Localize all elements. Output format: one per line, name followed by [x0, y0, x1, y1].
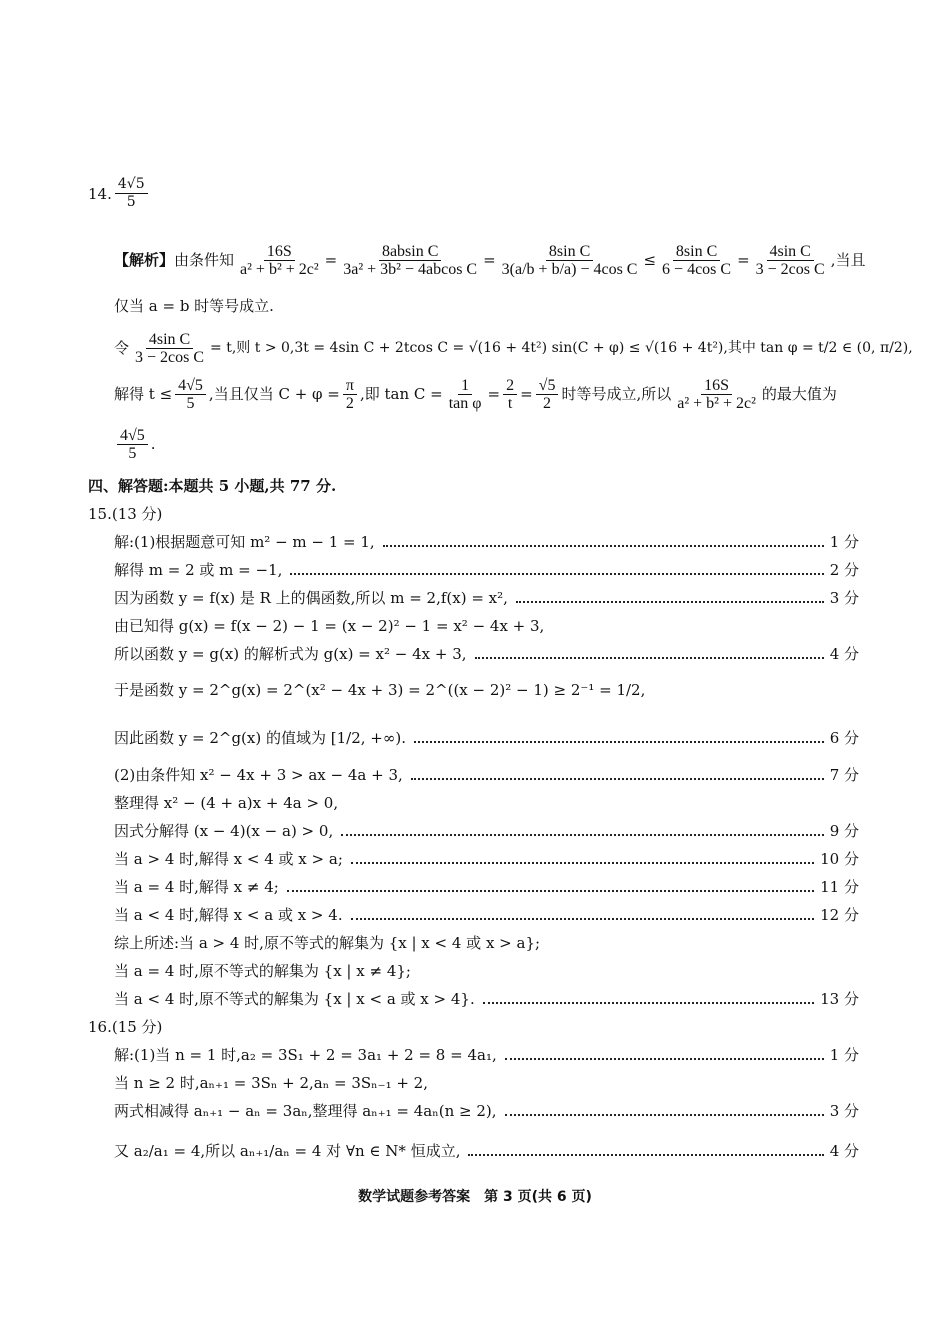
line-text: 当 a > 4 时,解得 x < 4 或 x > a;	[114, 850, 343, 868]
fraction: $\frac{\text{8sin C}}{\text{6 − 4cos C}}$	[662, 242, 732, 278]
score-label: 10 分	[820, 850, 859, 868]
q14-analysis-line5: $\frac{4√5}{5}$ .	[114, 424, 859, 464]
score-label: 2 分	[829, 561, 859, 579]
fraction: $\frac{1}{\text{tan φ}}$	[448, 376, 482, 412]
score-label: 13 分	[820, 990, 859, 1008]
fraction: $\frac{4√5}{5}$	[117, 427, 148, 462]
line-text: 所以函数 y = g(x) 的解析式为 g(x) = x² − 4x + 3,	[114, 645, 467, 663]
dot-leader	[414, 741, 824, 743]
q15-line	[114, 901, 859, 929]
dot-leader	[505, 1114, 824, 1116]
fraction: $\frac{√5}{2}$	[536, 377, 559, 412]
q15-line	[114, 556, 859, 584]
q14-analysis-line4: 解得 t ≤ $\frac{4√5}{5}$ ,当且仅当 C + φ = $\frac{\pi}{2}$ ,即 tan C = $\frac{1}{\text{tan φ}}$ = $\frac{2}{t}$ = $\frac{√5}{2}$ 时等号成立,所以 $\frac{16S}{\text{a² + b² + 2c²}}$ 的最大值为	[114, 376, 837, 412]
q15-header: 15.(13 分)	[88, 505, 163, 523]
score-label: 6 分	[829, 729, 859, 747]
line-text: 当 a = 4 时,原不等式的解集为 {x | x ≠ 4};	[114, 962, 411, 980]
q14-number: 14.	[88, 184, 112, 203]
line-text: 解得 m = 2 或 m = −1,	[114, 561, 283, 579]
line-text: 因此函数 y = 2^g(x) 的值域为 [1/2, +∞).	[114, 729, 406, 747]
score-label: 7 分	[829, 766, 859, 784]
line-text: 当 a < 4 时,解得 x < a 或 x > 4.	[114, 906, 343, 924]
line-text: (2)由条件知 x² − 4x + 3 > ax − 4a + 3,	[114, 766, 403, 784]
q16-line	[114, 1097, 859, 1125]
q15-line	[114, 761, 859, 789]
line-text: 由已知得 g(x) = f(x − 2) − 1 = (x − 2)² − 1 = x² − 4x + 3,	[114, 617, 545, 635]
line-text: 综上所述:当 a > 4 时,原不等式的解集为 {x | x < 4 或 x > a};	[114, 934, 541, 952]
line-text: 当 a = 4 时,解得 x ≠ 4;	[114, 878, 279, 896]
dot-leader	[505, 1058, 824, 1060]
fraction: $\frac{\text{8absin C}}{\text{3a² + 3b² − 4abcos C}}$	[343, 242, 478, 278]
line-text: 因为函数 y = f(x) 是 R 上的偶函数,所以 m = 2,f(x) = x²,	[114, 589, 508, 607]
dot-leader	[475, 657, 824, 659]
q15-line	[114, 612, 859, 640]
q15-line	[114, 929, 859, 957]
fraction: $\frac{16S}{\text{a² + b² + 2c²}}$	[240, 242, 319, 278]
dot-leader	[287, 890, 814, 892]
q16-line	[114, 1041, 859, 1069]
q16-line	[114, 1069, 859, 1097]
q14-analysis-line2: 仅当 a = b 时等号成立.	[114, 297, 274, 315]
q15-line	[114, 528, 859, 556]
score-label: 4 分	[829, 1142, 859, 1160]
fraction: $\frac{16S}{\text{a² + b² + 2c²}}$	[677, 376, 756, 412]
q15-line	[114, 584, 859, 612]
fraction: $\frac{\text{8sin C}}{\text{3(a/b + b/a) − 4cos C}}$	[501, 242, 638, 278]
dot-leader	[290, 573, 823, 575]
dot-leader	[351, 862, 814, 864]
line-text: 又 a₂/a₁ = 4,所以 aₙ₊₁/aₙ = 4 对 ∀n ∈ N* 恒成立,	[114, 1142, 461, 1160]
score-label: 3 分	[829, 1102, 859, 1120]
q15-line	[114, 724, 859, 752]
dot-leader	[411, 778, 824, 780]
fraction: $\frac{4√5}{5}$	[175, 377, 206, 412]
q15-line	[114, 957, 859, 985]
dot-leader	[483, 1002, 814, 1004]
line-text: 两式相减得 aₙ₊₁ − aₙ = 3aₙ,整理得 aₙ₊₁ = 4aₙ(n ≥ 2),	[114, 1102, 497, 1120]
dot-leader	[516, 601, 824, 603]
score-label: 9 分	[829, 822, 859, 840]
q16-line	[114, 1137, 859, 1165]
score-label: 1 分	[829, 1046, 859, 1064]
q15-line	[114, 789, 859, 817]
q14-analysis-line3: 令 $\frac{\text{4sin C}}{\text{3 − 2cos C}}$ = t,则 t > 0,3t = 4sin C + 2tcos C = √(16 + 4t²) sin(C + φ) ≤ √(16 + 4t²),其中 tan φ = t/2 ∈ (0, π/2),	[114, 330, 913, 366]
dot-leader	[468, 1154, 823, 1156]
q15-line	[114, 985, 859, 1013]
dot-leader	[351, 918, 815, 920]
fraction: $\frac{\text{4sin C}}{\text{3 − 2cos C}}$	[755, 242, 825, 278]
q15-line	[114, 845, 859, 873]
dot-leader	[341, 834, 823, 836]
q14-answer-fraction: $\frac{4√5}{5}$	[115, 176, 148, 211]
score-label: 11 分	[820, 878, 859, 896]
q15-line	[114, 817, 859, 845]
line-text: 因式分解得 (x − 4)(x − a) > 0,	[114, 822, 334, 840]
fraction: $\frac{\pi}{2}$	[343, 377, 357, 412]
dot-leader	[383, 545, 824, 547]
section-heading: 四、解答题:本题共 5 小题,共 77 分.	[88, 477, 337, 495]
score-label: 4 分	[829, 645, 859, 663]
q15-line	[114, 640, 859, 668]
q15-line	[114, 873, 859, 901]
q14-analysis-line1: 【解析】 由条件知 $\frac{16S}{\text{a² + b² + 2c²}}$ = $\frac{\text{8absin C}}{\text{3a² + 3b² − 4abcos C}}$ = $\frac{\text{8sin C}}{\text{3(a/b + b/a) − 4cos C}}$ ≤ $\frac{\text{8sin C}}{\text{6 − 4cos C}}$ = $\frac{\text{4sin C}}{\text{3 − 2cos C}}$ ,当且	[114, 242, 866, 278]
fraction: $\frac{\text{4sin C}}{\text{3 − 2cos C}}$	[135, 330, 205, 366]
q14-answer	[88, 176, 151, 211]
fraction: $\frac{2}{t}$	[503, 377, 517, 412]
line-text: 整理得 x² − (4 + a)x + 4a > 0,	[114, 794, 339, 812]
line-text: 当 a < 4 时,原不等式的解集为 {x | x < a 或 x > 4}.	[114, 990, 475, 1008]
q15-line	[114, 676, 859, 704]
line-text: 于是函数 y = 2^g(x) = 2^(x² − 4x + 3) = 2^((x − 2)² − 1) ≥ 2⁻¹ = 1/2,	[114, 681, 646, 699]
line-text: 解:(1)根据题意可知 m² − m − 1 = 1,	[114, 533, 375, 551]
score-label: 3 分	[829, 589, 859, 607]
line-text: 解:(1)当 n = 1 时,a₂ = 3S₁ + 2 = 3a₁ + 2 = 8 = 4a₁,	[114, 1046, 497, 1064]
score-label: 12 分	[820, 906, 859, 924]
q16-header: 16.(15 分)	[88, 1018, 163, 1036]
page-footer: 数学试题参考答案 第 3 页(共 6 页)	[358, 1189, 592, 1205]
line-text: 当 n ≥ 2 时,aₙ₊₁ = 3Sₙ + 2,aₙ = 3Sₙ₋₁ + 2,	[114, 1074, 428, 1092]
score-label: 1 分	[829, 533, 859, 551]
